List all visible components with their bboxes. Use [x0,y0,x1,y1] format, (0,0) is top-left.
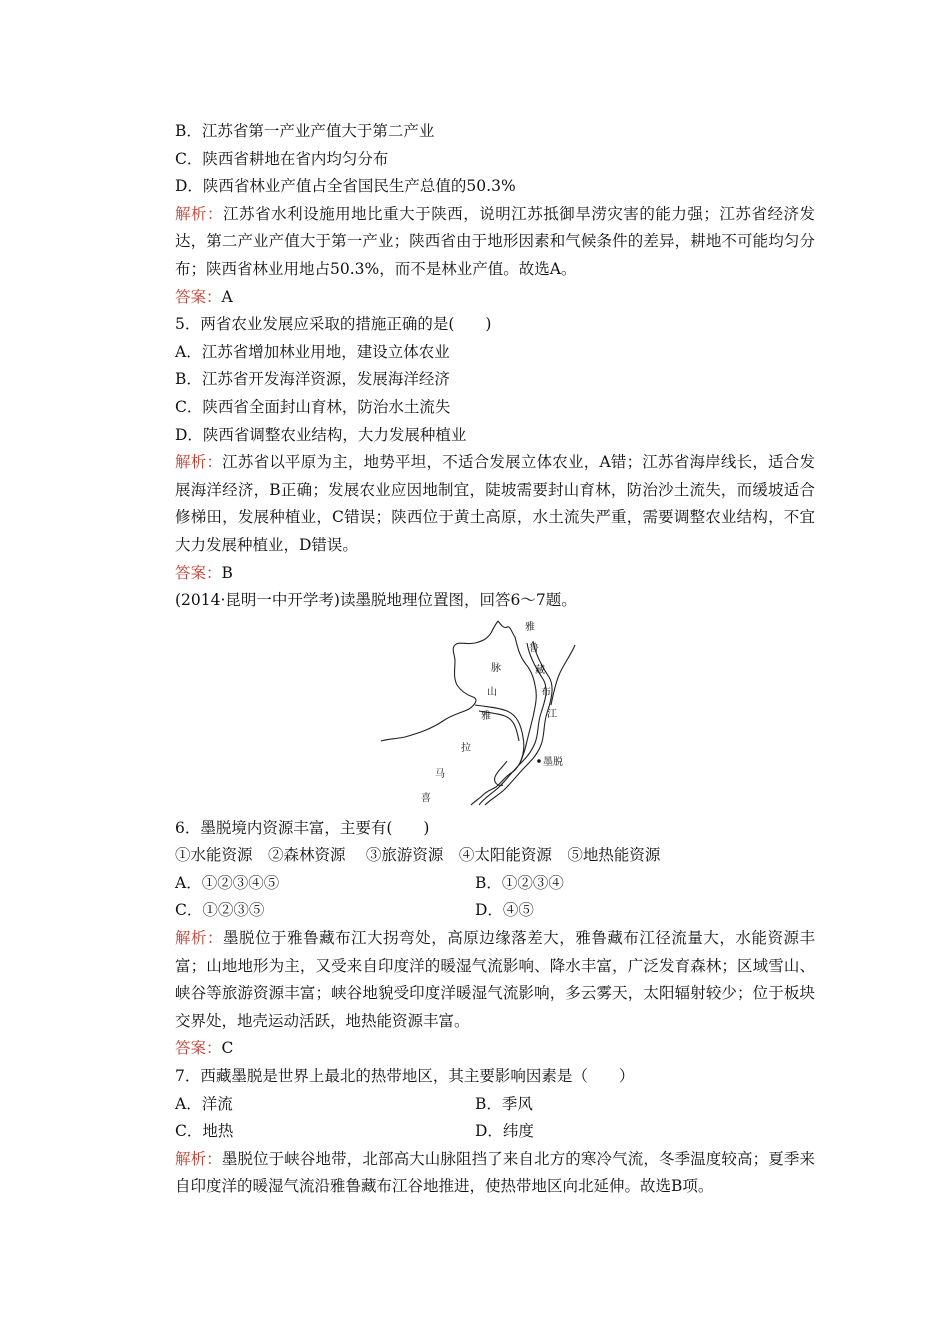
map-label-ya: 雅 [525,621,535,633]
q4-option-c: C．陕西省耕地在省内均匀分布 [175,149,389,168]
map-label-jiang: 江 [547,708,557,720]
q7-options-row-1 [175,1091,815,1119]
q7-analysis [175,1146,815,1201]
q4-analysis-text: 江苏省水利设施用地比重大于陕西，说明江苏抵御旱涝灾害的能力强；江苏省经济发达，第二产业产值大于第一产业；陕西省由于地形因素和气候条件的差异，耕地不可能均匀分布；陕西省林业用地占50.3%，而不是林业产值。故选A。 [175,204,815,278]
map-label-mai: 脉 [491,662,501,674]
q7-option-c: C．地热 [175,1122,234,1141]
answer-label: 答案： [175,1039,222,1058]
q7-options-row-2 [175,1118,815,1146]
map-river-tributary [551,645,575,705]
analysis-label: 解析： [175,929,224,948]
q5-analysis [175,449,815,559]
map-svg [375,615,635,807]
map-label-bu: 布 [541,686,551,698]
q6-option-d: D．④⑤ [475,901,534,920]
q6-answer-value: C [221,1039,234,1058]
q6-answer [175,1035,815,1063]
map-label-ya2: 雅 [481,710,491,722]
q6-stem: 6．墨脱境内资源丰富，主要有( ) [175,818,430,837]
answer-label: 答案： [175,563,222,582]
q5-option-c: C．陕西省全面封山育林，防治水土流失 [175,397,451,416]
q5-answer [175,560,815,588]
q4-analysis [175,201,815,284]
q5-option-a: A．江苏省增加林业用地，建设立体农业 [175,342,450,361]
q4-answer [175,284,815,312]
map-label-la: 拉 [461,742,471,754]
q6-analysis [175,925,815,1035]
q5-stem: 5．两省农业发展应采取的措施正确的是( ) [175,315,492,334]
map-label-shan: 山 [487,686,497,698]
q5-analysis-text: 江苏省以平原为主，地势平坦，不适合发展立体农业，A错；江苏省海岸线长，适合发展海洋经济，B正确；发展农业应因地制宜，陡坡需要封山育林，防治沙土流失，而缓坡适合修梯田，发展种植业，C错误；陕西位于黄土高原，水土流失严重，需要调整农业结构，不宜大力发展种植业，D错误。 [175,453,815,554]
q6-options-row-1 [175,870,815,898]
q4-option-d: D．陕西省林业产值占全省国民生产总值的50.3% [175,177,516,196]
analysis-label: 解析： [175,1149,222,1168]
q5-option-b: B．江苏省开发海洋资源，发展海洋经济 [175,370,450,389]
q6-option-b: B．①②③④ [475,873,564,892]
map-label-ma: 马 [435,768,445,780]
q5-answer-value: B [221,563,233,582]
map-label-xi: 喜 [421,792,431,804]
map-label-lu: 鲁 [529,642,539,654]
answer-label: 答案： [175,287,222,306]
q7-analysis-text: 墨脱位于峡谷地带，北部高大山脉阻挡了来自北方的寒冷气流，冬季温度较高；夏季来自印度洋的暖湿气流沿雅鲁藏布江谷地推进，使热带地区向北延伸。故选B项。 [175,1149,815,1196]
map-outline-west [381,621,498,741]
analysis-label: 解析： [175,204,224,223]
map-label-medog: 墨脱 [543,756,563,768]
q4-option-b: B．江苏省第一产业产值大于第二产业 [175,122,435,140]
q7-stem: 7．西藏墨脱是世界上最北的热带地区，其主要影响因素是（ ） [175,1067,635,1086]
q6-analysis-text: 墨脱位于雅鲁藏布江大拐弯处，高原边缘落差大，雅鲁藏布江径流量大，水能资源丰富；山地地形为主，又受来自印度洋的暖湿气流影响、降水丰富，广泛发育森林；区域雪山、峡谷等旅游资源丰富；峡谷地貌受印度洋暖湿气流影响，多云雾天，太阳辐射较少；位于板块交界处，地壳运动活跃，地热能资源丰富。 [175,929,815,1030]
q7-option-d: D．纬度 [475,1122,534,1141]
medog-point-icon [537,759,541,763]
map-label-zang: 藏 [535,664,545,676]
q7-option-b: B．季风 [475,1094,533,1113]
analysis-label: 解析： [175,453,223,472]
q6-items: ①水能资源 ②森林资源 ③旅游资源 ④太阳能资源 ⑤地热能资源 [175,846,661,865]
document-page [175,118,815,1201]
q6-option-a: A．①②③④⑤ [175,873,280,892]
q4-answer-value: A [221,287,233,306]
medog-location-map [175,615,815,811]
section-intro: (2014·昆明一中开学考)读墨脱地理位置图，回答6～7题。 [175,591,577,610]
q6-option-c: C．①②③⑤ [175,901,265,920]
q7-option-a: A．洋流 [175,1094,233,1113]
q6-options-row-2 [175,897,815,925]
q5-option-d: D．陕西省调整农业结构，大力发展种植业 [175,425,467,444]
